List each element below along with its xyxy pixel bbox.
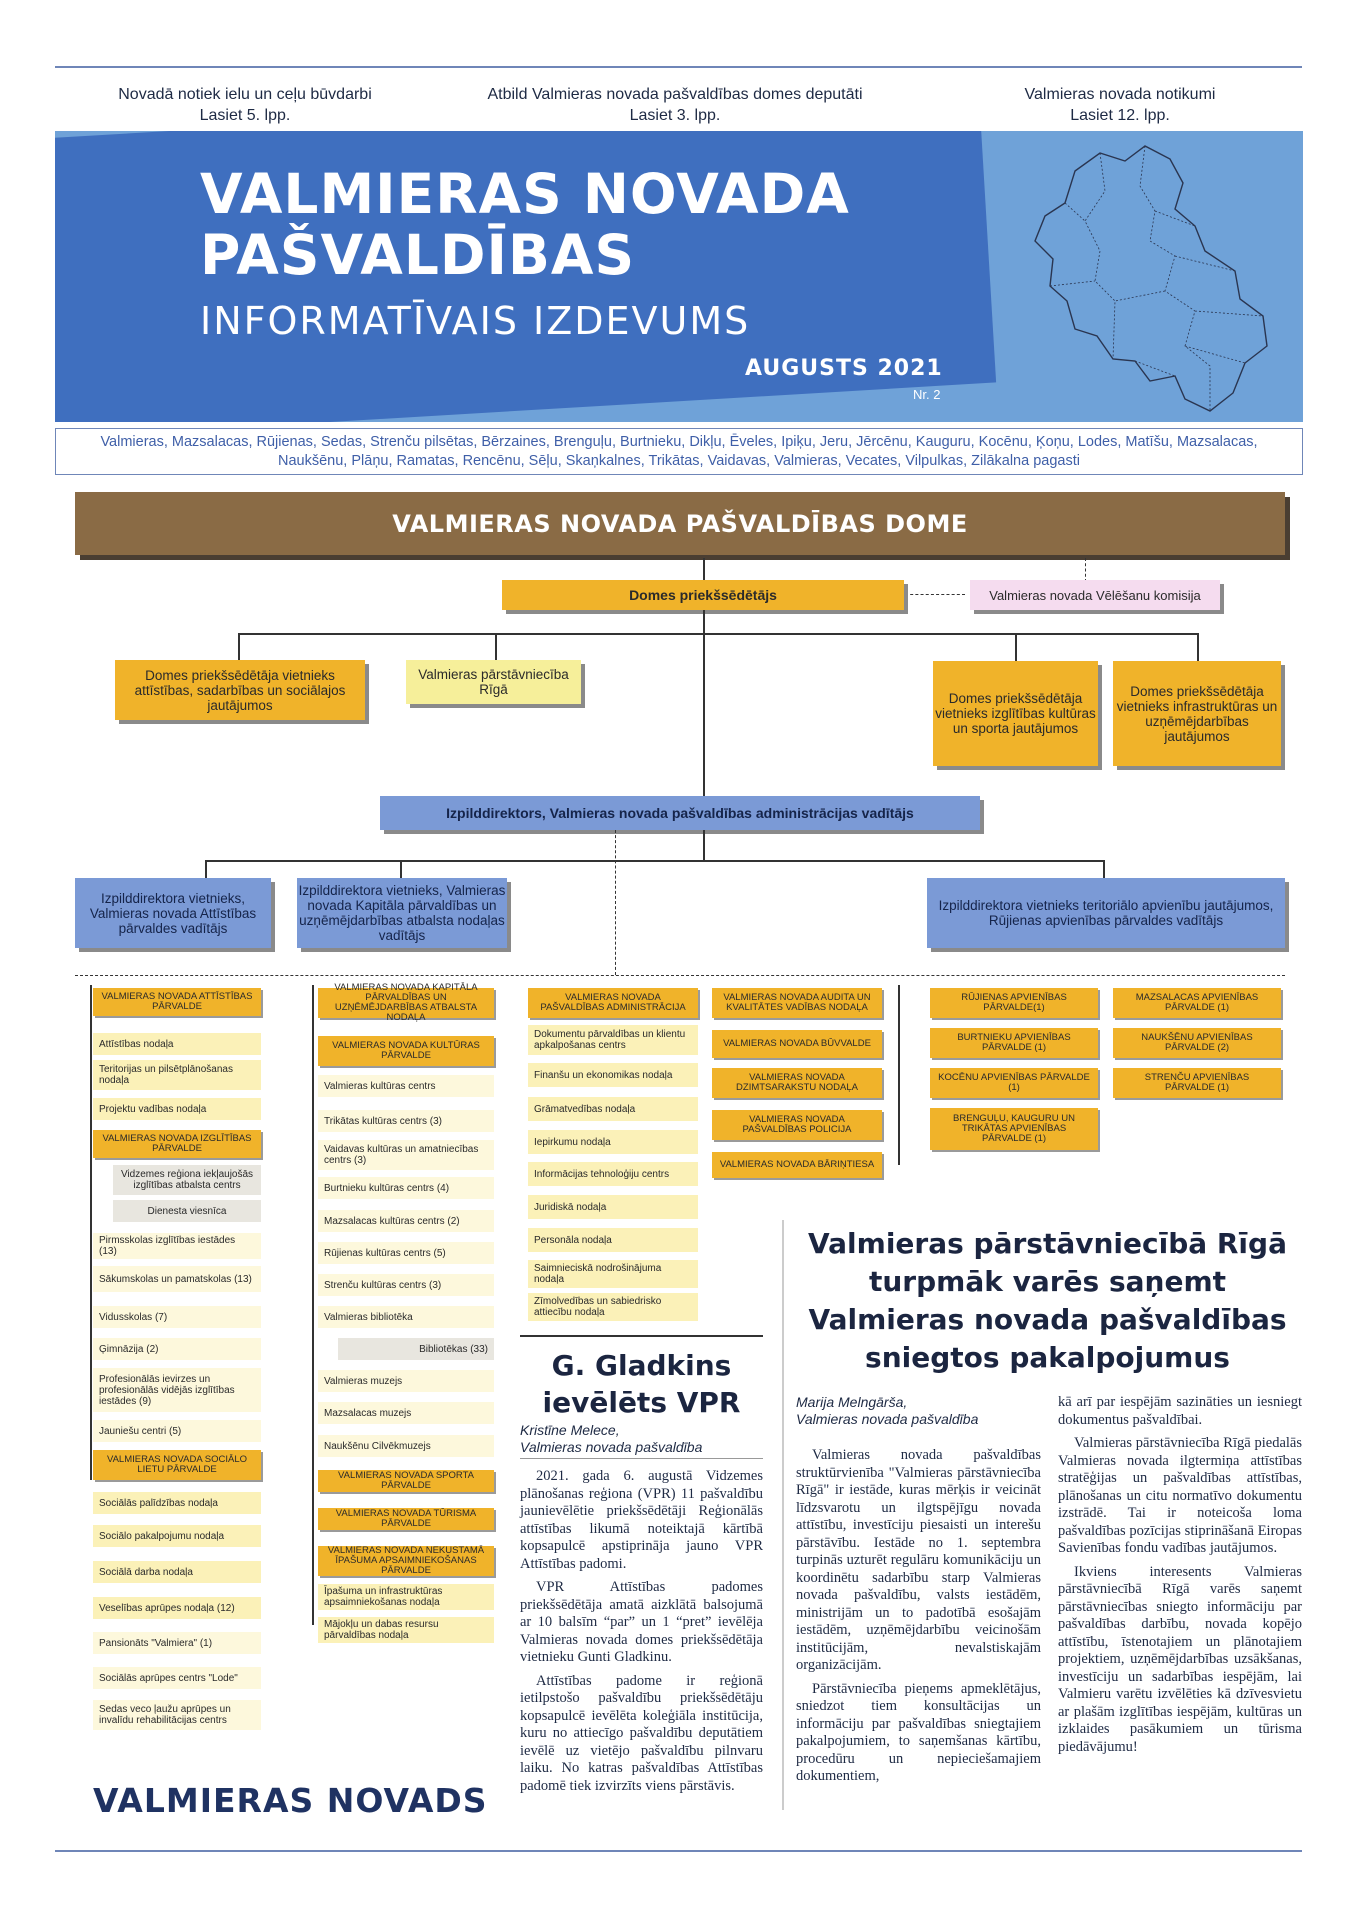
article1-body — [520, 1468, 763, 1801]
col3-unit[interactable]: Saimnieciskā nodrošinājuma nodaļa — [528, 1260, 698, 1288]
article-paragraph: Ikviens interesents Valmieras pārstāvniecībā Rīgā varēs saņemt pārstāvniecības sniegto informāciju par pašvaldības darbību, novada kopējo attīstību, īstenotajiem un plānotajiem projektiem, uzņēmējdarbības uzsākšanas, investīciju un sadarbības iespējām, lai Valmieru varētu izvēlēties kā dzīvesvietu ar plašām izglītības iespējām, kultūras un izklaides pasākumiem un tūrisma piedāvājumu! — [1058, 1563, 1302, 1755]
col1-unit[interactable]: Pansionāts "Valmiera" (1) — [93, 1632, 261, 1654]
col6-unit[interactable]: NAUKŠĒNU APVIENĪBAS PĀRVALDE (2) — [1113, 1028, 1281, 1058]
connector — [495, 633, 497, 663]
col3-unit[interactable]: Grāmatvedības nodaļa — [528, 1097, 698, 1121]
col2-unit[interactable]: Mājokļu un dabas resursu pārvaldības nodaļa — [318, 1617, 494, 1643]
col1-unit[interactable]: Attīstības nodaļa — [93, 1033, 261, 1055]
article-divider — [520, 1458, 763, 1459]
masthead-banner — [55, 131, 1303, 422]
col2-unit[interactable]: Mazsalacas muzejs — [318, 1402, 494, 1424]
region-map-icon — [1005, 131, 1303, 422]
col1-unit[interactable]: Vidzemes reģiona iekļaujošās izglītības atbalsta centrs — [113, 1165, 261, 1195]
teaser-2[interactable]: Atbild Valmieras novada pašvaldības domes deputāti Lasiet 3. lpp. — [487, 86, 863, 124]
col2-unit[interactable]: Burtnieku kultūras centrs (4) — [318, 1177, 494, 1199]
connector — [898, 985, 900, 1165]
col1-unit[interactable]: Ģimnāzija (2) — [93, 1338, 261, 1360]
connector — [205, 860, 207, 880]
col1-unit[interactable]: Jauniešu centri (5) — [93, 1420, 261, 1442]
col1-unit[interactable]: Veselības aprūpes nodaļa (12) — [93, 1597, 261, 1619]
connector — [205, 860, 1105, 862]
col1-unit[interactable]: Sociālās palīdzības nodaļa — [93, 1492, 261, 1514]
col3-unit[interactable]: Personāla nodaļa — [528, 1228, 698, 1252]
col2-unit[interactable]: VALMIERAS NOVADA TŪRISMA PĀRVALDE — [318, 1508, 494, 1530]
vice-territorial-box[interactable]: Izpilddirektora vietnieks teritoriālo apvienību jautājumos, Rūjienas apvienības pārvaldes vadītājs — [927, 878, 1285, 948]
director-box[interactable]: Izpilddirektors, Valmieras novada pašvaldības administrācijas vadītājs — [380, 796, 980, 830]
connector-dashed — [905, 594, 965, 595]
riga-office-box[interactable]: Valmieras pārstāvniecība Rīgā — [406, 660, 581, 704]
masthead-title-line2: PAŠVALDĪBAS — [200, 223, 636, 287]
connector — [312, 985, 314, 1625]
col1-unit[interactable]: VALMIERAS NOVADA IZGLĪTĪBAS PĀRVALDE — [93, 1130, 261, 1158]
connector — [400, 860, 402, 880]
col2-unit[interactable]: VALMIERAS NOVADA SPORTA PĀRVALDE — [318, 1470, 494, 1492]
col1-unit[interactable]: Vidusskolas (7) — [93, 1306, 261, 1328]
col1-unit[interactable]: Sedas veco ļaužu aprūpes un invalīdu rehabilitācijas centrs — [93, 1700, 261, 1730]
col2-unit[interactable]: Strenču kultūras centrs (3) — [318, 1274, 494, 1296]
article2-author: Marija Melngārša, Valmieras novada pašvaldība — [796, 1394, 979, 1427]
col6-unit[interactable]: STRENČU APVIENĪBAS PĀRVALDE (1) — [1113, 1068, 1281, 1098]
col4-unit[interactable]: VALMIERAS NOVADA PAŠVALDĪBAS POLICIJA — [712, 1110, 882, 1140]
col2-unit[interactable]: Trikātas kultūras centrs (3) — [318, 1110, 494, 1132]
col1-unit[interactable]: Sociālo pakalpojumu nodaļa — [93, 1525, 261, 1547]
col1-unit[interactable]: Profesionālās ievirzes un profesionālās vidējās izglītības iestādes (9) — [93, 1368, 261, 1412]
article-divider — [782, 1220, 784, 1810]
issue-date: AUGUSTS 2021 — [745, 356, 943, 381]
teaser-1[interactable]: Novadā notiek ielu un ceļu būvdarbi Lasiet 5. lpp. — [118, 86, 372, 124]
col4-unit[interactable]: VALMIERAS NOVADA BĀRIŅTIESA — [712, 1152, 882, 1178]
col5-unit[interactable]: RŪJIENAS APVIENĪBAS PĀRVALDE(1) — [930, 988, 1098, 1018]
col1-unit[interactable]: Sākumskolas un pamatskolas (13) — [93, 1266, 261, 1292]
col4-unit[interactable]: VALMIERAS NOVADA DZIMTSARAKSTU NODAĻA — [712, 1068, 882, 1098]
col2-unit[interactable]: Valmieras kultūras centrs — [318, 1075, 494, 1097]
article-paragraph: Pārstāvniecība pieņems apmeklētājus, sniedzot tiem konsultācijas un informāciju par pašvaldības sniegtajiem pakalpojumiem, to saņemšanas kārtību, procedūru un nepieciešamajiem dokumentiem, — [796, 1680, 1041, 1784]
col1-unit[interactable]: VALMIERAS NOVADA SOCIĀLO LIETU PĀRVALDE — [93, 1450, 261, 1480]
col2-unit[interactable]: Valmieras muzejs — [318, 1370, 494, 1392]
col2-unit[interactable]: Vaidavas kultūras un amatniecības centrs (3) — [318, 1140, 494, 1170]
council-title-bar: VALMIERAS NOVADA PAŠVALDĪBAS DOME — [75, 492, 1285, 555]
connector — [238, 633, 240, 663]
teaser-bar — [55, 84, 1302, 124]
connector-dashed — [615, 830, 616, 975]
article-divider — [520, 1335, 763, 1337]
top-rule — [55, 66, 1302, 68]
col5-unit[interactable]: BURTNIEKU APVIENĪBAS PĀRVALDE (1) — [930, 1028, 1098, 1058]
masthead-subtitle: INFORMATĪVAIS IZDEVUMS — [200, 299, 751, 343]
col1-unit[interactable]: Teritorijas un pilsētplānošanas nodaļa — [93, 1060, 261, 1090]
col6-unit[interactable]: MAZSALACAS APVIENĪBAS PĀRVALDE (1) — [1113, 988, 1281, 1018]
teaser-3[interactable]: Valmieras novada notikumi Lasiet 12. lpp. — [1024, 86, 1216, 124]
col2-unit[interactable]: Īpašuma un infrastruktūras apsaimniekošanas nodaļa — [318, 1584, 494, 1610]
col2-unit[interactable]: Bibliotēkas (33) — [338, 1338, 494, 1360]
col3-unit[interactable]: Iepirkumu nodaļa — [528, 1130, 698, 1154]
masthead-title-line1: VALMIERAS NOVADA — [200, 162, 850, 226]
col4-unit[interactable]: VALMIERAS NOVADA BŪVVALDE — [712, 1030, 882, 1058]
article1-title[interactable]: G. Gladkins ievēlēts VPR — [542, 1349, 741, 1419]
col1-unit[interactable]: VALMIERAS NOVADA ATTĪSTĪBAS PĀRVALDE — [93, 988, 261, 1016]
article-paragraph: Valmieras pārstāvniecība Rīgā piedalās Valmieras novada ilgtermiņa attīstības stratēģijas un pašvaldības attīstības, plānošanas un citu normatīvo dokumentu izstrādē. Tai ir noteicoša loma pašvaldības pozīcijas stiprināšanā Eiropas Savienības fondu vadības jautājumos. — [1058, 1435, 1302, 1556]
col2-unit[interactable]: VALMIERAS NOVADA KAPITĀLA PĀRVALDĪBAS UN UZŅĒMĒJDARBĪBAS ATBALSTA NODAĻA — [318, 988, 494, 1018]
article2-title[interactable]: Valmieras pārstāvniecībā Rīgā turpmāk varēs saņemt Valmieras novada pašvaldības sniegtos pakalpojumus — [808, 1227, 1287, 1374]
col1-unit[interactable]: Sociālās aprūpes centrs "Lode" — [93, 1667, 261, 1689]
connector — [703, 830, 705, 860]
col3-unit[interactable]: Finanšu un ekonomikas nodaļa — [528, 1063, 698, 1087]
chair-box[interactable]: Domes priekšsēdētājs — [502, 580, 904, 610]
connector — [1197, 633, 1199, 663]
col1-unit[interactable]: Pirmsskolas izglītības iestādes (13) — [93, 1233, 261, 1259]
issue-number: Nr. 2 — [913, 387, 941, 402]
col1-unit[interactable]: Sociālā darba nodaļa — [93, 1561, 261, 1583]
col3-unit[interactable]: Informācijas tehnoloģiju centrs — [528, 1162, 698, 1186]
deputy-development-box[interactable]: Domes priekšsēdētāja vietnieks attīstības, sadarbības un sociālajos jautājumos — [115, 660, 365, 720]
election-commission-box[interactable]: Valmieras novada Vēlēšanu komisija — [970, 580, 1220, 610]
deputy-education-box[interactable]: Domes priekšsēdētāja vietnieks izglītības kultūras un sporta jautājumos — [933, 661, 1098, 766]
col2-unit[interactable]: Mazsalacas kultūras centrs (2) — [318, 1210, 494, 1232]
col4-unit[interactable]: VALMIERAS NOVADA AUDITA UN KVALITĀTES VADĪBAS NODAĻA — [712, 988, 882, 1018]
connector — [1015, 633, 1017, 663]
col3-unit[interactable]: VALMIERAS NOVADA PAŠVALDĪBAS ADMINISTRĀCIJA — [528, 988, 698, 1018]
deputy-infrastructure-box[interactable]: Domes priekšsēdētāja vietnieks infrastruktūras un uzņēmējdarbības jautājumos — [1113, 661, 1281, 766]
col2-unit[interactable]: Rūjienas kultūras centrs (5) — [318, 1242, 494, 1264]
article-paragraph: VPR Attīstības padomes priekšsēdētāja amatā aizklātā balsojumā ar 10 balsīm “par” un 1 “pret” ievēlēja Valmieras novada domes priekšsēdētāja vietnieku Gunti Gladkinu. — [520, 1579, 763, 1665]
col3-unit[interactable]: Juridiskā nodaļa — [528, 1195, 698, 1219]
col2-unit[interactable]: VALMIERAS NOVADA KULTŪRAS PĀRVALDE — [318, 1036, 494, 1066]
col5-unit[interactable]: KOCĒNU APVIENĪBAS PĀRVALDE (1) — [930, 1068, 1098, 1098]
article-paragraph: Attīstības padome ir reģionā ietilpstošo pašvaldību priekšsēdētāju kopsapulcē ievēlēta koleģiāla institūcija, kuru no attiecīgo pašvaldību deputātiem ievēlē uz vietējo pašvaldību pilnvaru laiku. No katras pašvaldības Attīstības padomē tiek izvirzīts viens pārstāvis. — [520, 1672, 763, 1794]
vice-capital-box[interactable]: Izpilddirektora vietnieks, Valmieras novada Kapitāla pārvaldības un uzņēmējdarbības atbalsta nodaļas vadītājs — [297, 878, 507, 948]
connector-dashed — [1085, 558, 1086, 582]
connector — [703, 610, 705, 800]
article2-column-a — [796, 1447, 1041, 1792]
brand-wordmark: VALMIERAS NOVADS — [93, 1781, 488, 1820]
col2-unit[interactable]: Valmieras bibliotēka — [318, 1306, 494, 1328]
connector — [90, 985, 92, 1480]
col5-unit[interactable]: BRENGUĻU, KAUGURU UN TRIKĀTAS APVIENĪBAS PĀRVALDE (1) — [930, 1108, 1098, 1150]
connector — [75, 975, 1285, 977]
col2-unit[interactable]: Naukšēnu Cilvēkmuzejs — [318, 1435, 494, 1457]
article1-author: Kristīne Melece, Valmieras novada pašvaldība — [520, 1422, 703, 1455]
col1-unit[interactable]: Projektu vadības nodaļa — [93, 1098, 261, 1120]
article2-column-b: kā arī par iespējām sazināties un iesniegt dokumentus pašvaldībai. Valmieras pārstāvniecība Rīgā piedalās Valmieras novada ilgtermiņa attīstības stratēģijas un pašvaldības attīstības, plānošanas un citu normatīvo dokumentu izstrādē. Tai ir noteicoša loma pašvaldības pozīcijas stiprināšanā Eiropas Savienības fondu vadības jautājumos. Ikviens interesents Valmieras pārstāvniecībā Rīgā varēs saņemt pārstāvniecības sniegto informāciju par pašvaldības darbību, novada kopējo attīstību, īstenotajiem un plānotajiem projektiem, uzņēmējdarbības uzsākšanas, investīciju un sadarbības iespējām, lai Valmieru varētu izvēlēties kā dzīvesvietu ar plašām izglītības iespējām, kultūras un izklaides pasākumiem un tūrisma piedāvājumu! — [1058, 1394, 1302, 1755]
parish-list: Valmieras, Mazsalacas, Rūjienas, Sedas, Strenču pilsētas, Bērzaines, Brenguļu, Burtnieku, Dikļu, Ēveles, Ipiķu, Jeru, Jērcēnu, Kauguru, Kocēnu, Ķoņu, Lodes, Matīšu, Mazsalacas, Naukšēnu, Plāņu, Ramatas, Rencēnu, Sēļu, Skaņkalnes, Trikātas, Vaidavas, Valmieras, Vecates, Vilpulkas, Zilākalna pagasti — [55, 428, 1303, 475]
col2-unit[interactable]: VALMIERAS NOVADA NEKUSTAMĀ ĪPAŠUMA APSAIMNIEKOŠANAS PĀRVALDE — [318, 1546, 494, 1576]
col1-unit[interactable]: Dienesta viesnīca — [113, 1200, 261, 1222]
bottom-rule — [55, 1850, 1302, 1852]
vice-development-box[interactable]: Izpilddirektora vietnieks, Valmieras novada Attīstības pārvaldes vadītājs — [75, 878, 271, 948]
col3-unit[interactable]: Dokumentu pārvaldības un klientu apkalpošanas centrs — [528, 1025, 698, 1055]
connector — [1103, 860, 1105, 880]
article-paragraph: Valmieras novada pašvaldības struktūrvienība "Valmieras pārstāvniecība Rīgā" ir iestāde, kuras mērķis ir veicināt līdzsvarotu un ilgtspējīgu novada attīstību, investīciju piesaisti un interešu pārstāvību. Iestāde no 1. septembra turpinās uzturēt regulāru komunikāciju un koordinētu sadarbību starp Valmieras novada pašvaldību, valsts iestādēm, ministrijām un to padotībā esošajām iestādēm, uzņēmējdarbību veicinošām institūcijām, nevalstiskajām organizācijām. — [796, 1447, 1041, 1673]
col3-unit[interactable]: Zīmolvedības un sabiedrisko attiecību nodaļa — [528, 1293, 698, 1321]
article-paragraph: 2021. gada 6. augustā Vidzemes plānošanas reģiona (VPR) 11 pašvaldību jaunievēlētie priekšsēdētāji Reģionālās attīstības likumā noteiktajā kārtībā kopsapulcē apstiprināja jauno VPR Attīstības padomi. — [520, 1468, 763, 1572]
connector — [238, 633, 1198, 635]
